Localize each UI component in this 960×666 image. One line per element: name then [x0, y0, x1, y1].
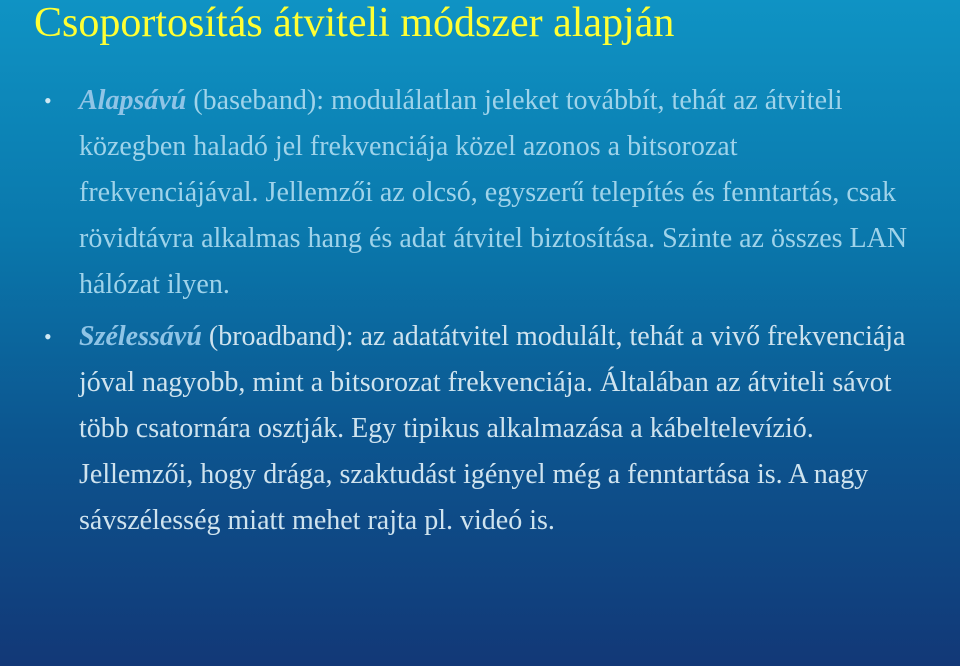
- bullet-item-broadband: [0, 314, 960, 544]
- slide-title: Csoportosítás átviteli módszer alapján: [34, 0, 675, 46]
- bullet-dot-icon: •: [44, 88, 52, 113]
- term-baseband: Alapsávú: [79, 85, 187, 116]
- bullet-list: [0, 78, 960, 544]
- term-broadband: Szélessávú: [79, 321, 202, 352]
- bullet-text-broadband: (broadband): az adatátvitel modulált, tehát a vivő frekvenciája jóval nagyobb, mint a bitsorozat frekvenciája. Általában az átviteli sávot több csatornára osztják. Egy tipikus alkalmazása a kábeltelevízió. Jellemzői, hogy drága, szaktudást igényel még a fenntartása is. A nagy sávszélesség miatt mehet rajta pl. videó is.: [79, 321, 906, 536]
- bullet-dot-icon: •: [44, 324, 52, 349]
- bullet-text-baseband: (baseband): modulálatlan jeleket továbbít, tehát az átviteli közegben haladó jel frekvenciája közel azonos a bitsorozat frekvenciájával. Jellemzői az olcsó, egyszerű telepítés és fenntartás, csak rövidtávra alkalmas hang és adat átvitel biztosítása. Szinte az összes LAN hálózat ilyen.: [79, 85, 908, 300]
- bullet-item-baseband: [0, 78, 960, 308]
